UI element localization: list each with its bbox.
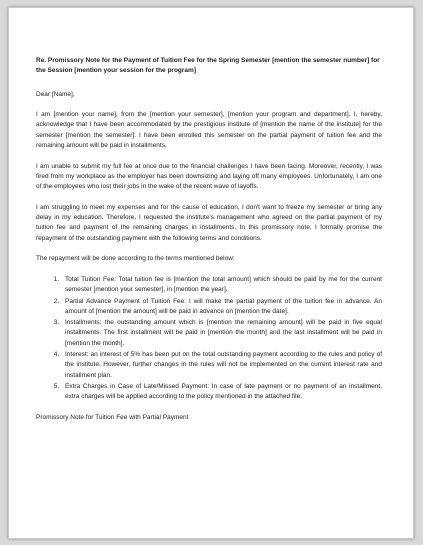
terms-list <box>36 275 382 403</box>
document-footer-caption: Promissory Note for Tuition Fee with Partial Payment <box>36 413 189 421</box>
term-installments: 3. Installments: the outstanding amount which is [mention the remaining amount] will be paid in five equal installments. The first installment will be paid in [mention the month] and the last installment will be paid in [mention the month]. <box>61 318 382 349</box>
term-interest: 4. Interest: an interest of 5% has been put on the total outstanding payment according to the rules and policy of the institute. However, further changes in the rules will not be implemented on the current interest rate and installment plan. <box>61 350 382 381</box>
term-partial-advance-payment: 2. Partial Advance Payment of Tuition Fee: I will make the partial payment of the tuition fee in advance. An amount of [mention the amount] will be paid in advance on [mention the date]. <box>61 297 382 318</box>
term-total-tuition-fee: 1. Total Tuition Fee: Total tuition fee is [mention the total amount] which should be paid by me for the current semester [mention your semester], in [mention the year]. <box>61 275 382 296</box>
term-extra-charges: 5. Extra Charges in Case of Late/Missed Payment: In case of late payment or no payment of an installment, extra charges will be applied according to the policy mentioned in the attached file. <box>61 382 382 403</box>
document-page <box>8 7 414 539</box>
salutation: Dear [Name], <box>36 90 75 98</box>
paragraph-intro: I am [mention your name], from the [mention your semester], [mention your program and department]. I, hereby, acknowledge that I have been accommodated by the prestigious institute of [mention the name of the institute] for the semester [mention the semester]. I have been enrolled this semester on the partial payment of tuition fee and the remaining amount will be paid in installments. <box>36 111 382 150</box>
terms-intro: The repayment will be done according to the terms mentioned below: <box>36 255 235 263</box>
document-body <box>36 56 382 433</box>
paragraph-financial-challenges: I am unable to submit my full fee at once due to the financial challenges I have been facing. Moreover, recently, I was fired from my workplace as the employer has been downsizing and laying off many employees. Unfortunately, I am one of the employees who lost their jobs in the wake of the recent wave of layoffs. <box>36 162 382 191</box>
paragraph-request: I am struggling to meet my expenses and for the cause of education, I don't want to freeze my semester or bring any delay in my education. Therefore, I requested the institute's management who agreed on the partial payment of my tuition fee and payment of the remaining charges in installments. In this promissory note, I formally promise the repayment of the outstanding payment with the following terms and conditions. <box>36 203 382 242</box>
document-title: Re. Promissory Note for the Payment of Tuition Fee for the Spring Semester [mention the semester number] for the Session [mention your session for the program] <box>36 57 380 75</box>
